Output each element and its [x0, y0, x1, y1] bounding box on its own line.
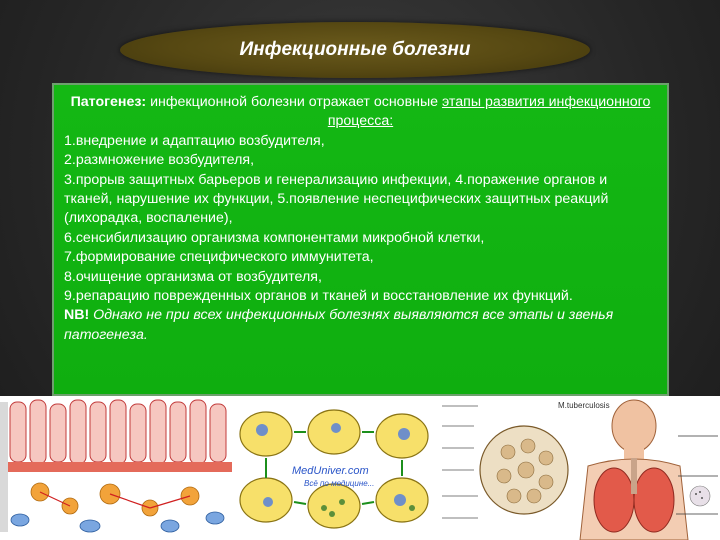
pathogenesis-intro — [64, 93, 657, 132]
nb-note — [64, 306, 657, 345]
nb-label: NB! — [64, 307, 90, 324]
phagocytosis-illustration — [232, 396, 438, 540]
pathogenesis-label: Патогенез: — [70, 94, 147, 110]
stage-line: 3.прорыв защитных барьеров и генерализацию инфекции, 4.поражение органов и тканей, нарушение их функции, 5.появление неспецифических защитных реакций (лихорадка, воспаление), — [64, 171, 609, 227]
stage-line: 7.формирование специфического иммунитета, — [64, 249, 374, 266]
nb-text: Однако не при всех инфекционных болезнях выявляются все этапы и звенья патогенеза. — [64, 307, 614, 343]
stage-line: 6.сенсибилизацию организма компонентами микробной клетки, — [64, 229, 485, 246]
watermark-caption: Всё по медицине... — [304, 479, 375, 488]
figure-phagocytosis — [232, 396, 438, 540]
figure-tuberculosis — [438, 396, 720, 540]
intestine-illustration — [0, 396, 232, 540]
stages-link[interactable]: этапы развития инфекционного процесса: — [327, 94, 651, 130]
tuberculosis-illustration — [438, 396, 720, 540]
stage-line: 9.репарацию поврежденных органов и тканей и восстановление их функций. — [64, 288, 573, 305]
slide-title-oval — [120, 22, 590, 78]
tb-label: M.tuberculosis — [558, 401, 610, 410]
pathogenesis-box — [52, 83, 669, 396]
stage-line: 2.размножение возбудителя, — [64, 152, 255, 169]
figure-intestine — [0, 396, 232, 540]
stage-line: 1.внедрение и адаптацию возбудителя, — [64, 132, 325, 149]
watermark: MedUniver.com — [292, 465, 369, 477]
pathogenesis-intro-text: инфекционной болезни отражает основные — [146, 94, 442, 110]
stage-line: 8.очищение организма от возбудителя, — [64, 268, 322, 285]
figures-strip — [0, 396, 720, 540]
slide-title: Инфекционные болезни — [239, 39, 471, 60]
